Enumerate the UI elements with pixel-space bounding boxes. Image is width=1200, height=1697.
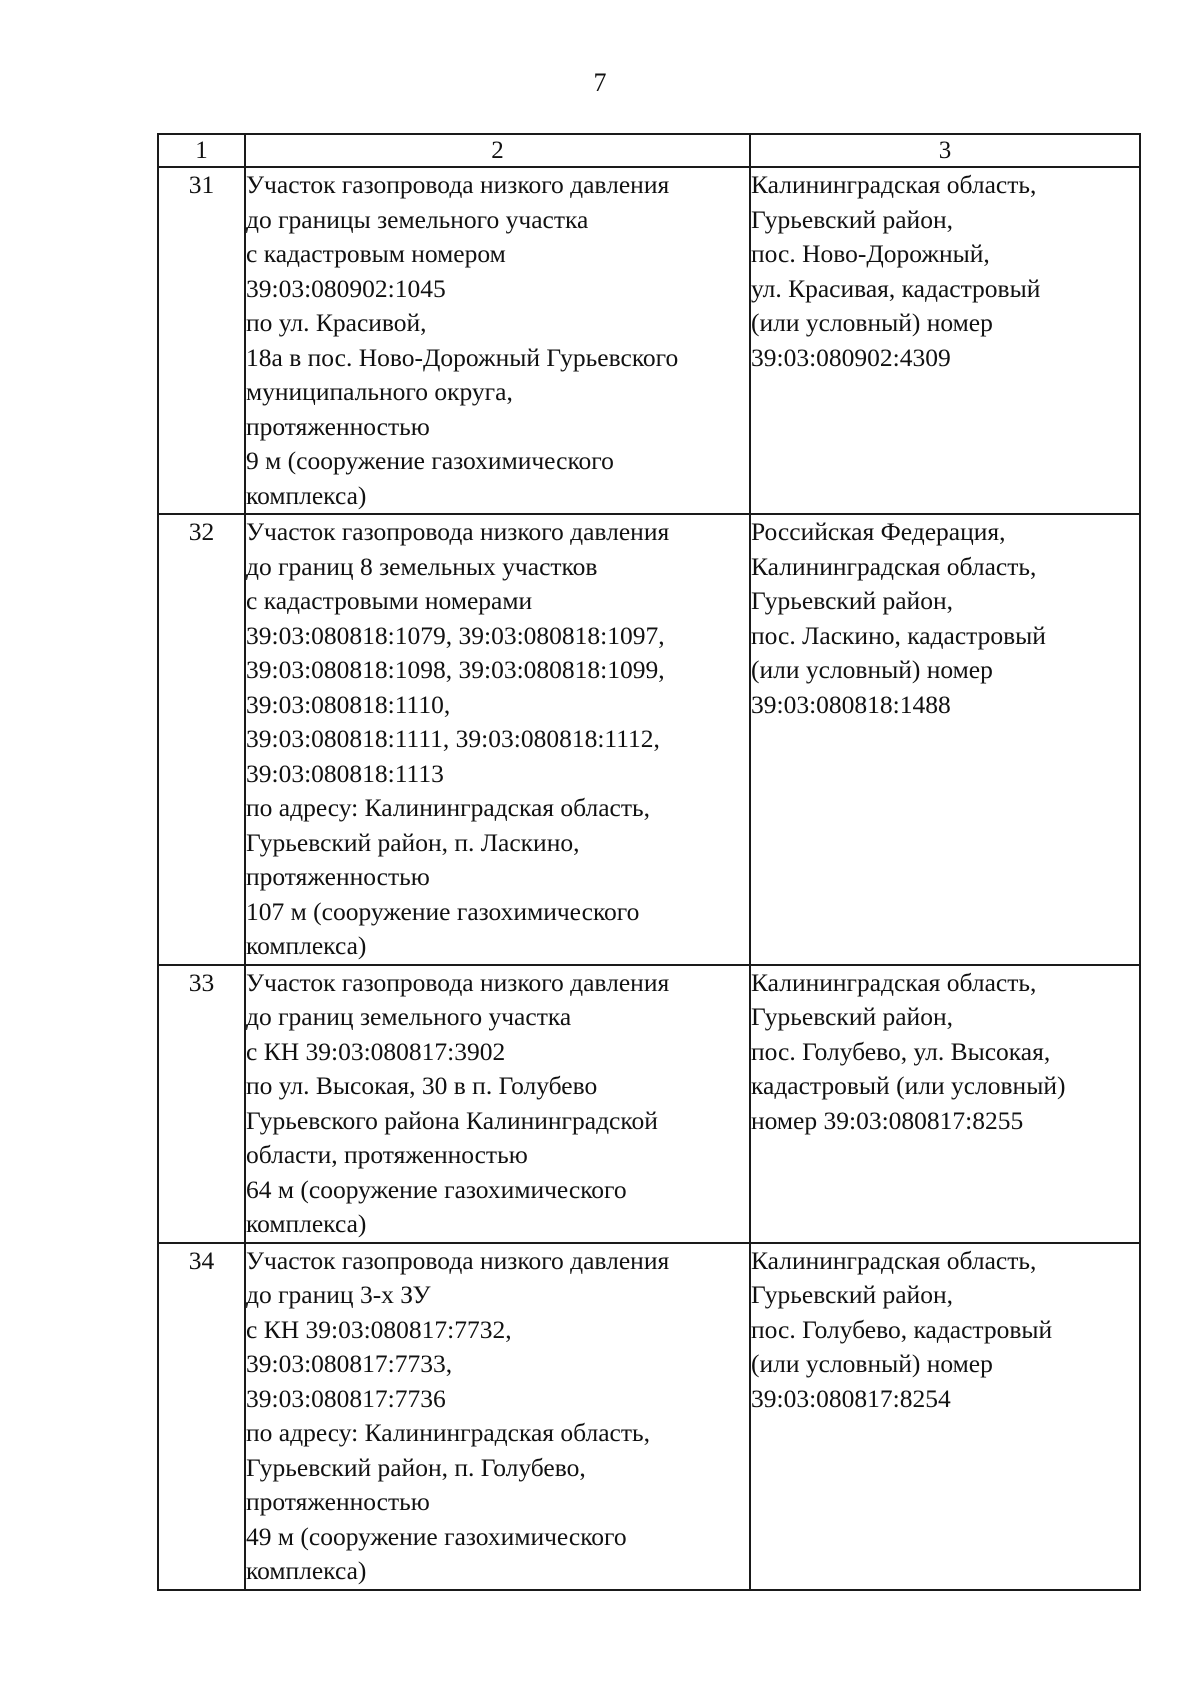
address-line: ул. Красивая, кадастровый — [751, 273, 1041, 303]
description-line: до границ 8 земельных участков — [246, 551, 598, 581]
address-line: Российская Федерация, — [751, 517, 1006, 546]
address-line: 39:03:080902:4309 — [751, 342, 951, 372]
description-line: по ул. Высокая, 30 в п. Голубево — [246, 1071, 598, 1100]
description-line: 39:03:080818:1079, 39:03:080818:1097, — [246, 620, 665, 650]
description-line: по адресу: Калининградская область, — [246, 793, 650, 822]
description-line: комплекса) — [246, 931, 367, 960]
address-line: 39:03:080817:8254 — [751, 1383, 951, 1413]
address-line: пос. Голубево, ул. Высокая, — [751, 1036, 1051, 1066]
table-body — [158, 167, 1140, 1590]
description-line: 18а в пос. Ново-Дорожный Гурьевского — [246, 342, 679, 372]
description-line: протяженностью — [246, 862, 430, 891]
object-address — [750, 167, 1140, 514]
object-description — [245, 965, 750, 1243]
description-line: 39:03:080818:1110, — [246, 689, 451, 719]
description-line: 64 м (сооружение газохимического — [246, 1174, 627, 1204]
registry-table — [157, 133, 1141, 1591]
header-row — [158, 134, 1140, 167]
description-line: с КН 39:03:080817:3902 — [246, 1036, 506, 1066]
description-line: 39:03:080818:1113 — [246, 758, 444, 788]
object-address — [750, 1243, 1140, 1590]
table-row — [158, 167, 1140, 514]
row-number: 31 — [158, 167, 245, 514]
object-address — [750, 965, 1140, 1243]
address-line: номер 39:03:080817:8255 — [751, 1105, 1024, 1135]
description-line: 107 м (сооружение газохимического — [246, 896, 640, 926]
address-line: пос. Ново-Дорожный, — [751, 239, 990, 268]
address-line: пос. Ласкино, кадастровый — [751, 620, 1046, 650]
address-line: (или условный) номер — [751, 308, 993, 337]
table-row — [158, 1243, 1140, 1590]
description-line: протяженностью — [246, 1487, 430, 1516]
header-col-3: 3 — [750, 134, 1140, 167]
description-line: 39:03:080817:7733, — [246, 1349, 453, 1378]
description-line: 49 м (сооружение газохимического — [246, 1521, 627, 1551]
description-line: с кадастровыми номерами — [246, 586, 533, 615]
address-line: (или условный) номер — [751, 1349, 993, 1378]
object-address — [750, 514, 1140, 965]
description-line: до границ 3-х ЗУ — [246, 1280, 431, 1309]
address-line: Калининградская область, — [751, 1245, 1037, 1275]
row-number: 32 — [158, 514, 245, 965]
row-number: 34 — [158, 1243, 245, 1590]
description-line: Гурьевский район, п. Ласкино, — [246, 827, 580, 857]
description-line: с кадастровым номером — [246, 239, 506, 268]
description-line: 39:03:080902:1045 — [246, 273, 446, 303]
description-line: комплекса) — [246, 1556, 367, 1585]
description-line: 39:03:080817:7736 — [246, 1383, 446, 1413]
page-number: 7 — [593, 68, 607, 97]
table-row — [158, 965, 1140, 1243]
description-line: Участок газопровода низкого давления — [246, 517, 670, 546]
address-line: (или условный) номер — [751, 655, 993, 684]
object-description — [245, 167, 750, 514]
header-col-2: 2 — [245, 134, 750, 167]
object-description — [245, 514, 750, 965]
object-description — [245, 1243, 750, 1590]
description-line: до границ земельного участка — [246, 1002, 572, 1031]
description-line: Гурьевского района Калининградской — [246, 1105, 658, 1135]
description-line: комплекса) — [246, 480, 367, 510]
table-header — [158, 134, 1140, 167]
address-line: кадастровый (или условный) — [751, 1071, 1066, 1100]
address-line: Гурьевский район, — [751, 204, 953, 234]
description-line: 9 м (сооружение газохимического — [246, 446, 614, 475]
table-row — [158, 514, 1140, 965]
description-line: Участок газопровода низкого давления — [246, 1245, 670, 1275]
address-line: Гурьевский район, — [751, 1002, 953, 1031]
address-line: Калининградская область, — [751, 170, 1037, 199]
description-line: 39:03:080818:1111, 39:03:080818:1112, — [246, 724, 660, 753]
description-line: по ул. Красивой, — [246, 308, 427, 337]
description-line: по адресу: Калининградская область, — [246, 1418, 650, 1447]
address-line: пос. Голубево, кадастровый — [751, 1314, 1053, 1344]
description-line: Участок газопровода низкого давления — [246, 967, 670, 997]
description-line: Участок газопровода низкого давления — [246, 170, 670, 199]
description-line: 39:03:080818:1098, 39:03:080818:1099, — [246, 655, 665, 684]
row-number: 33 — [158, 965, 245, 1243]
description-line: Гурьевский район, п. Голубево, — [246, 1452, 586, 1482]
header-col-1: 1 — [158, 134, 245, 167]
address-line: Калининградская область, — [751, 967, 1037, 997]
description-line: протяженностью — [246, 411, 430, 441]
description-line: комплекса) — [246, 1209, 367, 1238]
description-line: с КН 39:03:080817:7732, — [246, 1314, 512, 1344]
address-line: Калининградская область, — [751, 551, 1037, 581]
description-line: муниципального округа, — [246, 377, 513, 406]
address-line: Гурьевский район, — [751, 586, 953, 615]
address-line: 39:03:080818:1488 — [751, 689, 951, 719]
description-line: области, протяженностью — [246, 1140, 528, 1169]
description-line: до границы земельного участка — [246, 204, 589, 234]
address-line: Гурьевский район, — [751, 1280, 953, 1309]
